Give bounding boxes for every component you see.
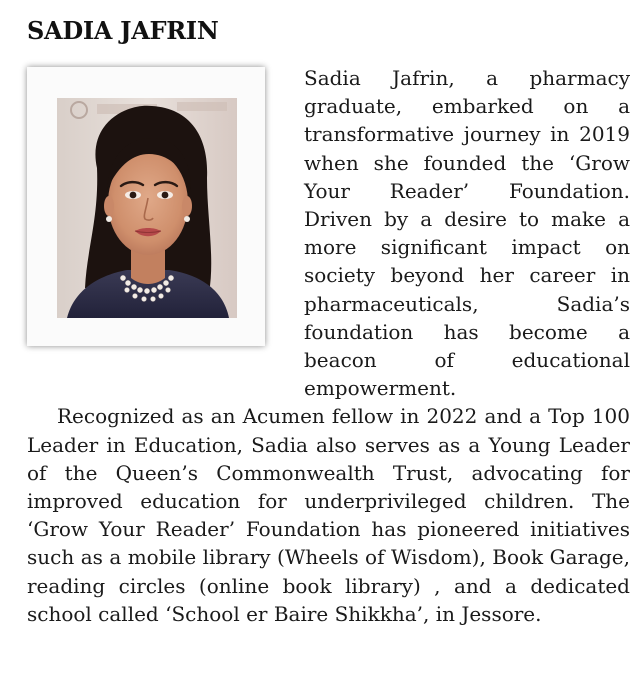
article-paragraph: Recognized as an Acumen fellow in 2022 and a Top 100 Leader in Education, Sadia also serves as a Young Leader of the Queen’s Commonwealth Trust, advocating for improved education for underprivileged children. The ‘Grow Your Reader’ Foundation has pioneered initiatives such as a mobile library (Wheels of Wisdom), Book Garage, reading circles (online book library) , and a dedicated school called ‘School er Baire Shikkha’, in Jessore. <box>27 404 630 626</box>
article-paragraph: Sadia Jafrin, a pharmacy graduate, embarked on a transformative journey in 2019 when she founded the ‘Grow Your Reader’ Foundation. Driven by a desire to make a more significant impact on society beyond her career in pharmaceuticals, Sadia’s foundation has become a beacon of educational empowerment. <box>304 66 630 401</box>
article-body <box>27 64 630 628</box>
person-name-heading: SADIA JAFRIN <box>27 16 219 45</box>
photo-wrap-spacer <box>27 64 304 401</box>
